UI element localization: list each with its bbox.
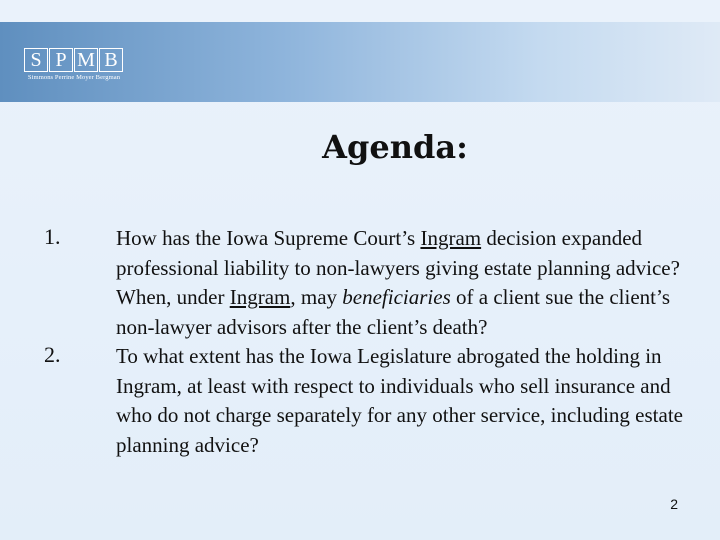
text-segment: , may: [290, 285, 343, 309]
agenda-list: [0, 224, 720, 460]
logo-letter-s: S: [24, 48, 48, 72]
agenda-item-number: 2.: [44, 342, 61, 367]
text-segment: of a client sue the client’s non-lawyer advisors after the client’s death?: [116, 285, 671, 339]
agenda-item-number: 1.: [44, 224, 61, 249]
text-segment: To what extent has the Iowa Legislature abrogated the holding in Ingram, at least with respect to individuals who sell insurance and who do not charge separately for any other service, including estate planning advice?: [116, 344, 683, 457]
logo-letter-b: B: [99, 48, 123, 72]
case-name-ingram: Ingram: [420, 226, 482, 250]
agenda-item-text: [116, 342, 686, 460]
agenda-item-2: [0, 342, 720, 460]
agenda-item-1: [0, 224, 720, 342]
case-name-ingram: Ingram: [229, 285, 291, 309]
text-segment: decision expanded professional liability to non-lawyers giving estate planning advice? When, under: [116, 226, 680, 309]
slide-page-number: 2: [670, 496, 678, 512]
emphasis-beneficiaries: beneficiaries: [342, 285, 451, 309]
agenda-item-text: [116, 224, 686, 342]
logo-letter-m: M: [74, 48, 98, 72]
logo-letters: [24, 48, 124, 72]
logo-letter-p: P: [49, 48, 73, 72]
text-segment: How has the Iowa Supreme Court’s: [116, 226, 421, 250]
logo-subtitle: Simmons Perrine Moyer Bergman: [27, 74, 121, 81]
slide-title: Agenda:: [322, 128, 468, 166]
firm-logo: [24, 48, 124, 81]
